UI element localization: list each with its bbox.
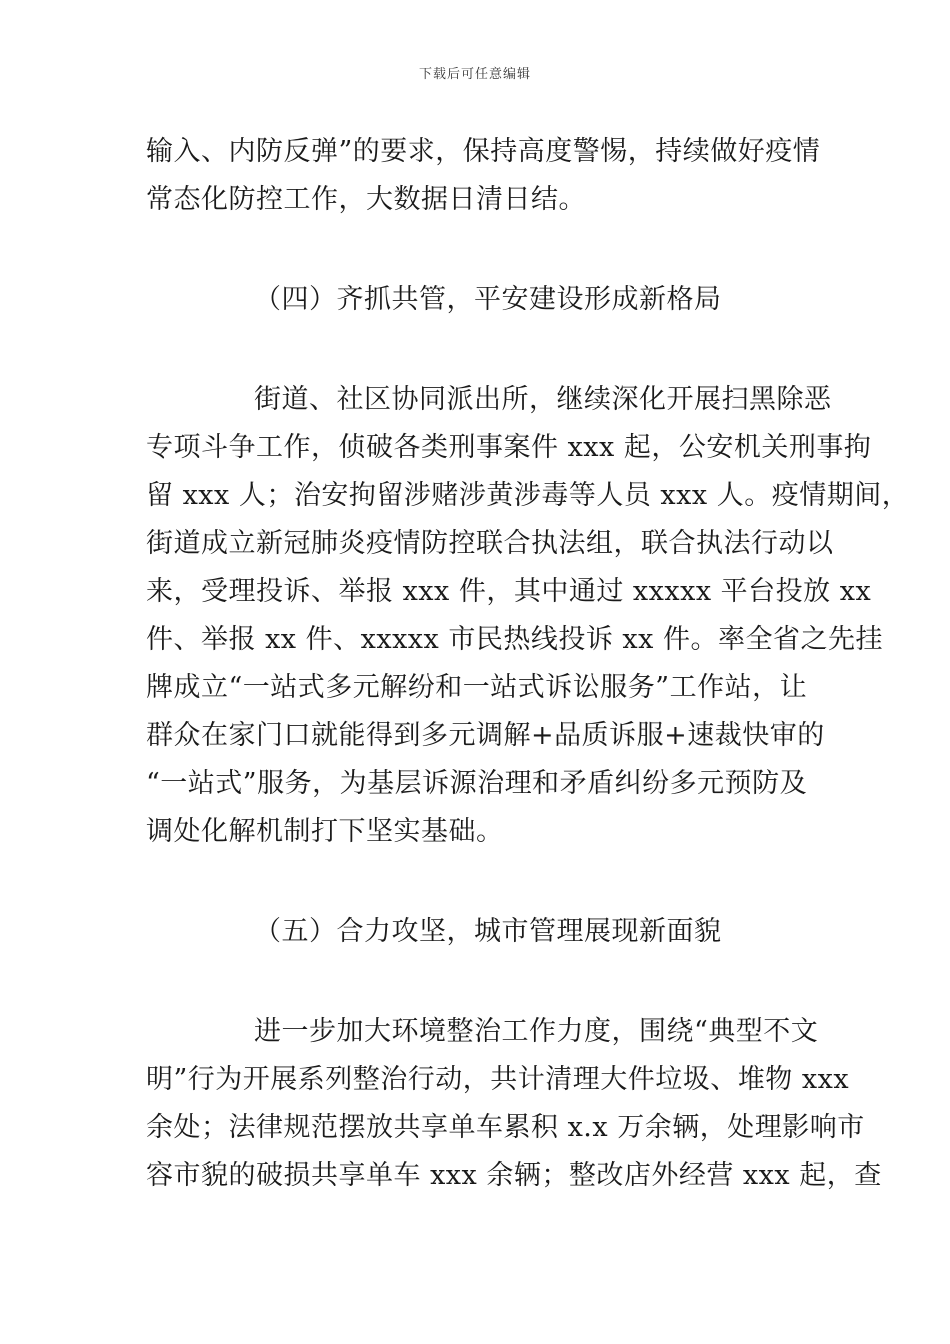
paragraph-line: 留 xxx 人；治安拘留涉赌涉黄涉毒等人员 xxx 人。疫情期间，	[146, 480, 910, 511]
paragraph-line: 常态化防控工作，大数据日清日结。	[146, 184, 586, 215]
paragraph-line: 调处化解机制打下坚实基础。	[146, 816, 504, 847]
spacer	[146, 856, 816, 908]
paragraph-line: 进一步加大环境整治工作力度，围绕“典型不文	[254, 1016, 819, 1047]
paragraph-line: 明”行为开展系列整治行动，共计清理大件垃圾、堆物 xxx	[146, 1064, 850, 1095]
paragraph-line: 输入、内防反弹”的要求，保持高度警惕，持续做好疫情	[146, 136, 821, 167]
spacer	[146, 324, 816, 376]
paragraph-line: 街道成立新冠肺炎疫情防控联合执法组，联合执法行动以	[146, 528, 834, 559]
paragraph-1	[146, 128, 821, 224]
paragraph-line: 来，受理投诉、举报 xxx 件，其中通过 xxxxx 平台投放 xx	[146, 576, 872, 607]
spacer	[146, 224, 816, 276]
page-header: 下载后可任意编辑	[418, 67, 531, 82]
paragraph-line: 街道、社区协同派出所，继续深化开展扫黑除恶	[254, 384, 832, 415]
paragraph-line: “一站式”服务，为基层诉源治理和矛盾纠纷多元预防及	[146, 768, 808, 799]
paragraph-line: 群众在家门口就能得到多元调解+品质诉服+速裁快审的	[146, 720, 825, 751]
paragraph-line: 容市貌的破损共享单车 xxx 余辆；整改店外经营 xxx 起，查	[146, 1160, 882, 1191]
paragraph-line: 专项斗争工作，侦破各类刑事案件 xxx 起，公安机关刑事拘	[146, 432, 872, 463]
section-heading-4: （四）齐抓共管，平安建设形成新格局	[254, 284, 722, 315]
paragraph-line: 牌成立“一站式多元解纷和一站式诉讼服务”工作站，让	[146, 672, 808, 703]
document-body	[146, 128, 910, 1200]
section-heading-5: （五）合力攻坚，城市管理展现新面貌	[254, 916, 722, 947]
paragraph-line: 余处；法律规范摆放共享单车累积 x.x 万余辆，处理影响市	[146, 1112, 865, 1143]
spacer	[146, 956, 816, 1008]
paragraph-2	[146, 376, 910, 856]
paragraph-line: 件、举报 xx 件、xxxxx 市民热线投诉 xx 件。率全省之先挂	[146, 624, 883, 655]
paragraph-3	[146, 1008, 882, 1200]
